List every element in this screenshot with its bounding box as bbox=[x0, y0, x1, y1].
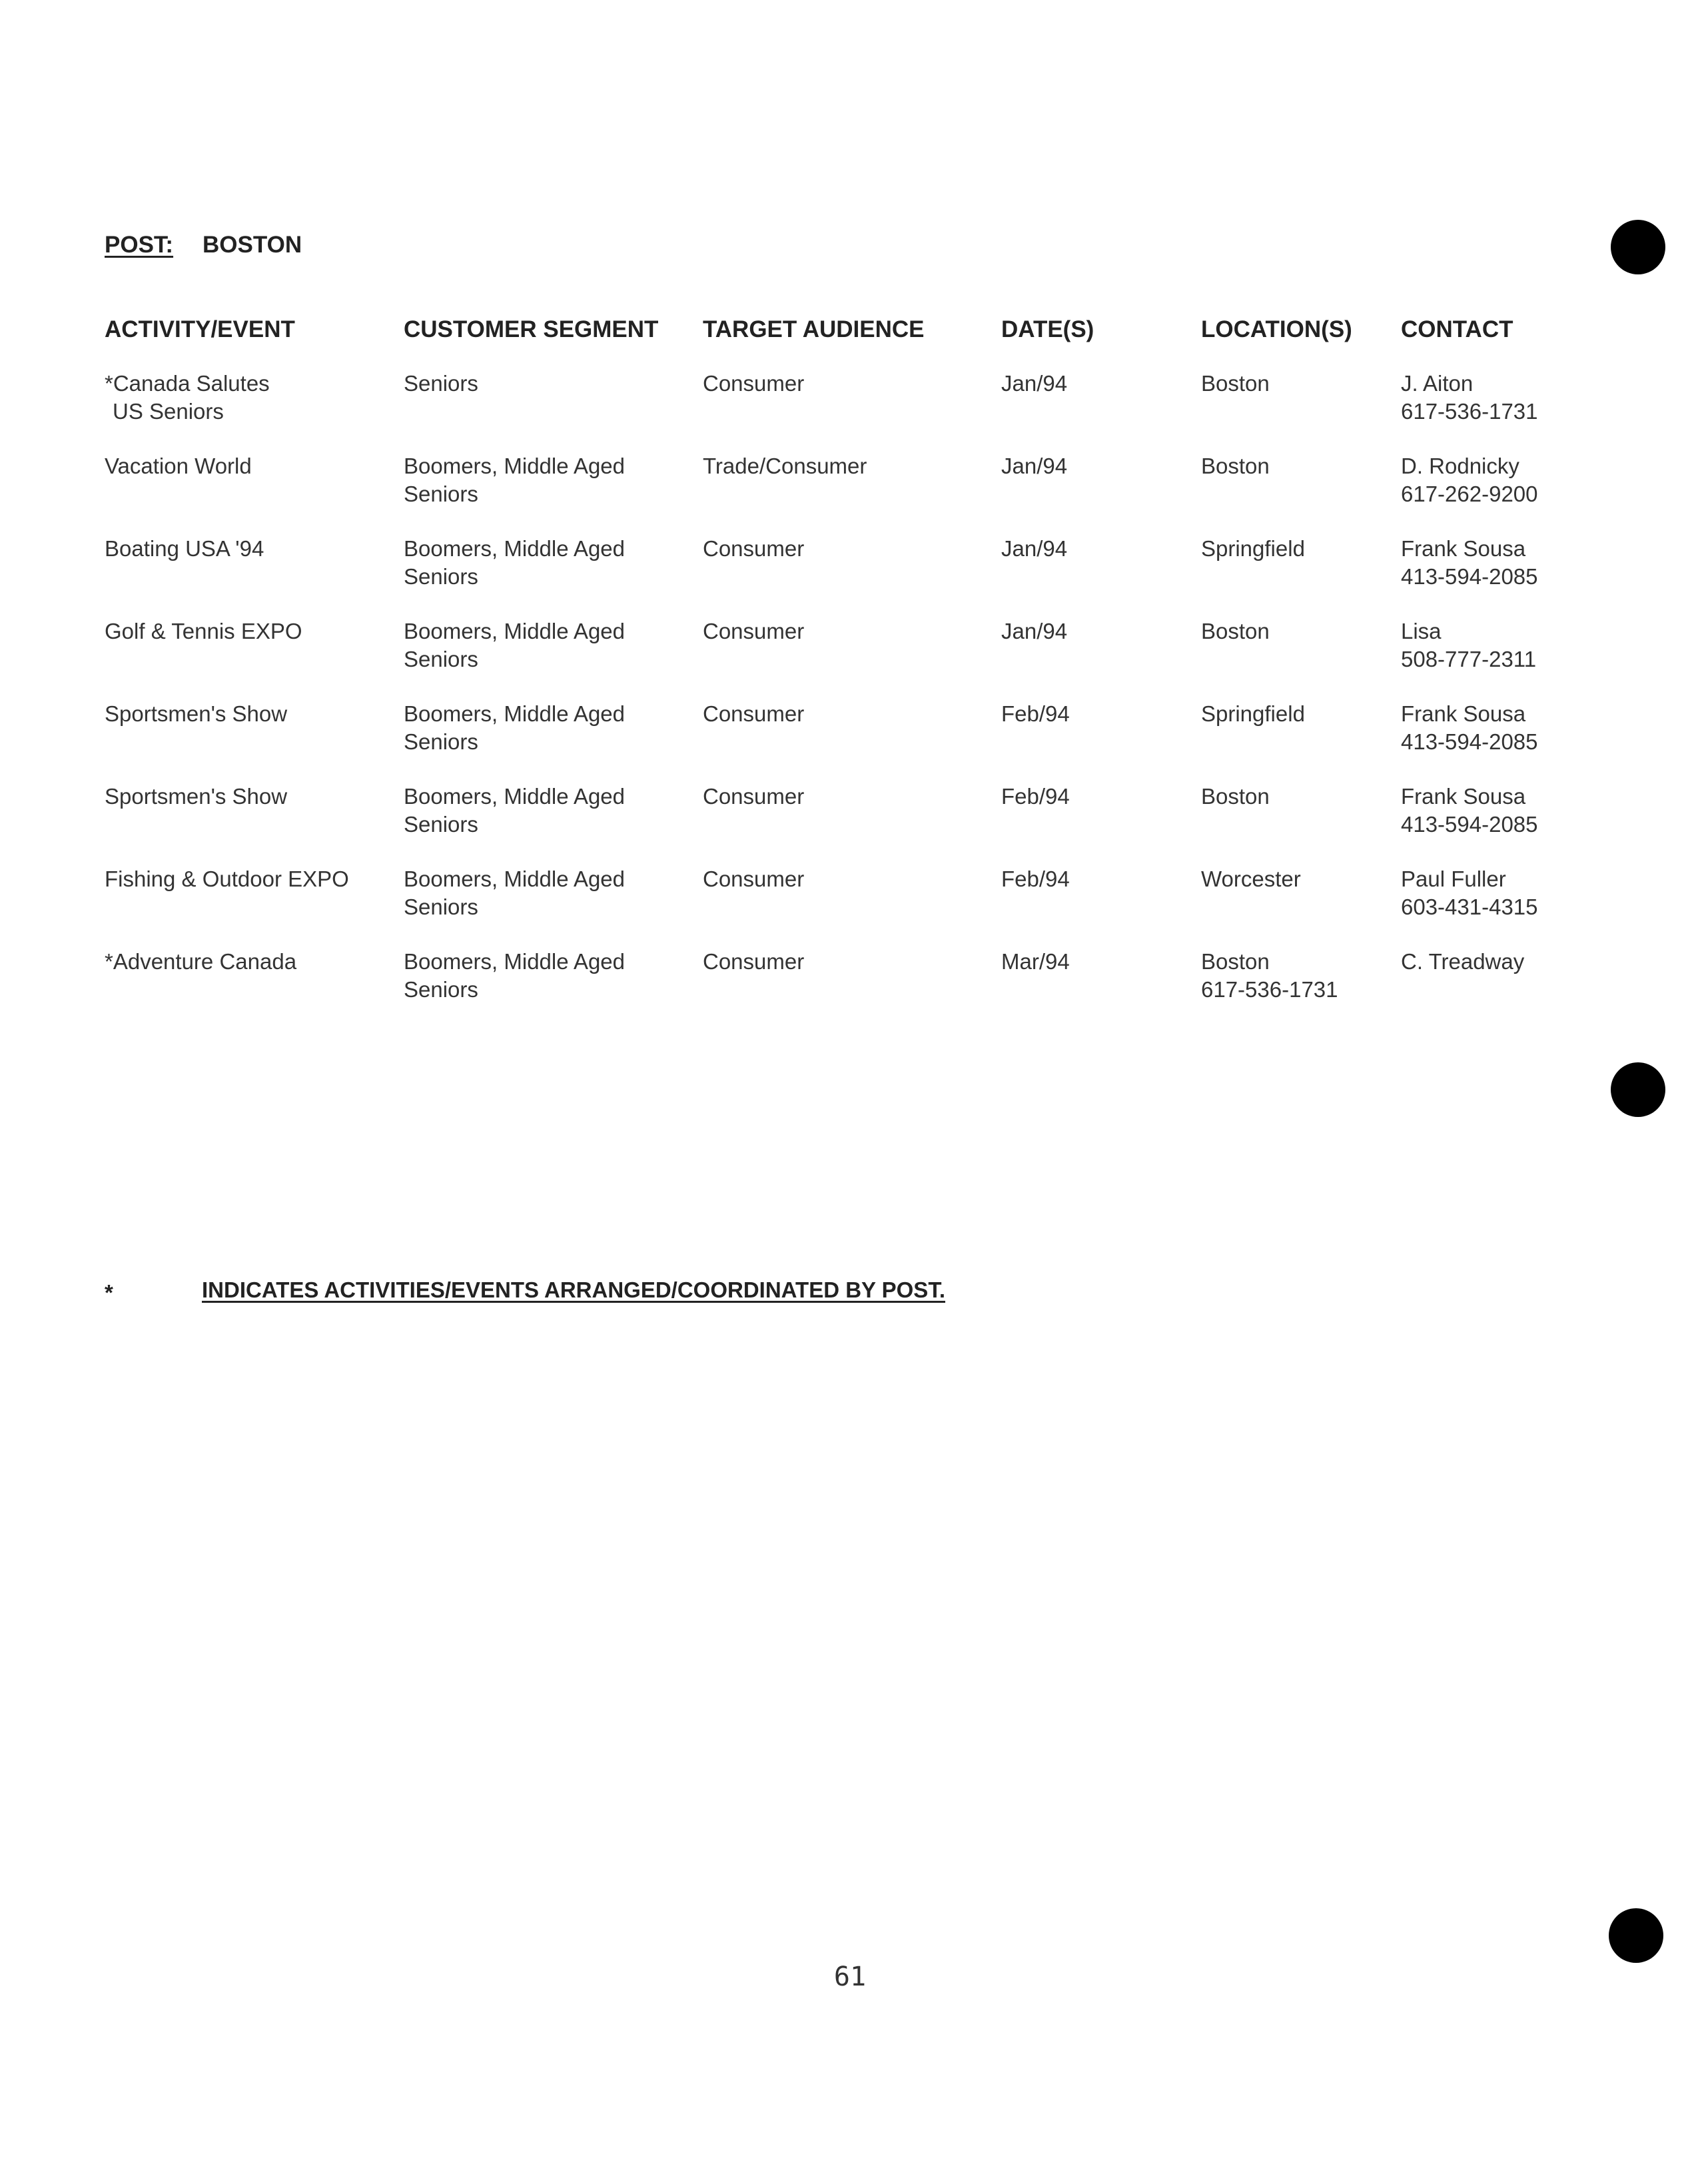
location-line: Boston bbox=[1201, 949, 1270, 974]
audience-cell: Consumer bbox=[703, 619, 805, 643]
contact-phone: 413-594-2085 bbox=[1401, 812, 1538, 837]
segment-cell bbox=[404, 700, 625, 756]
location-cell bbox=[1201, 948, 1338, 1004]
location-line: Springfield bbox=[1201, 536, 1305, 561]
activity-cell bbox=[105, 452, 252, 480]
footnote-text: INDICATES ACTIVITIES/EVENTS ARRANGED/COORDINATED BY POST. bbox=[202, 1277, 945, 1302]
table-row bbox=[0, 535, 1700, 617]
page-number: 61 bbox=[833, 1962, 867, 1992]
activity-line: Vacation World bbox=[105, 454, 252, 478]
segment-cell bbox=[404, 617, 625, 673]
segment-cell bbox=[404, 783, 625, 839]
date-cell: Jan/94 bbox=[1001, 371, 1068, 396]
contact-name: Frank Sousa bbox=[1401, 784, 1526, 809]
table-row bbox=[0, 452, 1700, 535]
contact-name: C. Treadway bbox=[1401, 949, 1525, 974]
location-line: Springfield bbox=[1201, 701, 1305, 726]
table-body bbox=[0, 370, 1700, 1030]
segment-line: Boomers, Middle Aged bbox=[404, 536, 626, 561]
segment-line: Boomers, Middle Aged bbox=[404, 784, 626, 809]
activity-line: Fishing & Outdoor EXPO bbox=[105, 867, 349, 891]
contact-phone: 617-536-1731 bbox=[1401, 399, 1538, 424]
location-line: Boston bbox=[1201, 454, 1270, 478]
contact-cell bbox=[1401, 700, 1538, 756]
segment-line: Seniors bbox=[404, 812, 478, 837]
location-line: Worcester bbox=[1201, 867, 1301, 891]
activity-cell bbox=[105, 370, 270, 426]
activity-line: Sportsmen's Show bbox=[105, 701, 288, 726]
header-segment: CUSTOMER SEGMENT bbox=[404, 316, 659, 342]
activity-cell bbox=[105, 617, 302, 645]
contact-name: D. Rodnicky bbox=[1401, 454, 1519, 478]
date-cell: Jan/94 bbox=[1001, 536, 1068, 561]
segment-cell bbox=[404, 948, 625, 1004]
date-cell: Jan/94 bbox=[1001, 454, 1068, 478]
segment-line: Boomers, Middle Aged bbox=[404, 949, 626, 974]
location-phone: 617-536-1731 bbox=[1201, 977, 1338, 1002]
location-line: Boston bbox=[1201, 371, 1270, 396]
contact-phone: 603-431-4315 bbox=[1401, 895, 1538, 919]
segment-cell bbox=[404, 535, 625, 591]
header-activity: ACTIVITY/EVENT bbox=[105, 316, 295, 342]
post-heading bbox=[105, 232, 302, 258]
location-cell bbox=[1201, 617, 1270, 645]
location-cell bbox=[1201, 865, 1301, 893]
table-row bbox=[0, 783, 1700, 865]
contact-name: Paul Fuller bbox=[1401, 867, 1506, 891]
location-cell bbox=[1201, 452, 1270, 480]
date-cell: Feb/94 bbox=[1001, 784, 1070, 809]
table-row bbox=[0, 617, 1700, 700]
table-row bbox=[0, 948, 1700, 1030]
contact-cell bbox=[1401, 370, 1538, 426]
location-line: Boston bbox=[1201, 784, 1270, 809]
contact-cell bbox=[1401, 865, 1538, 921]
segment-line: Boomers, Middle Aged bbox=[404, 701, 626, 726]
footnote-marker: * bbox=[105, 1280, 113, 1305]
post-value: BOSTON bbox=[203, 232, 302, 258]
segment-cell bbox=[404, 370, 478, 398]
audience-cell: Consumer bbox=[703, 949, 805, 974]
segment-line: Seniors bbox=[404, 371, 478, 396]
date-cell: Mar/94 bbox=[1001, 949, 1070, 974]
header-dates: DATE(S) bbox=[1001, 316, 1094, 342]
activity-cell bbox=[105, 700, 287, 728]
segment-line: Seniors bbox=[404, 977, 478, 1002]
contact-phone: 617-262-9200 bbox=[1401, 482, 1538, 506]
audience-cell: Consumer bbox=[703, 371, 805, 396]
table-row bbox=[0, 370, 1700, 452]
location-cell bbox=[1201, 700, 1305, 728]
location-cell bbox=[1201, 370, 1270, 398]
activity-line: Boating USA '94 bbox=[105, 536, 264, 561]
post-label: POST: bbox=[105, 232, 174, 258]
contact-cell bbox=[1401, 452, 1538, 508]
activity-line: *Adventure Canada bbox=[105, 949, 297, 974]
segment-line: Seniors bbox=[404, 482, 478, 506]
header-locations: LOCATION(S) bbox=[1201, 316, 1352, 342]
audience-cell: Consumer bbox=[703, 867, 805, 891]
contact-phone: 413-594-2085 bbox=[1401, 729, 1538, 754]
contact-name: Lisa bbox=[1401, 619, 1442, 643]
segment-line: Boomers, Middle Aged bbox=[404, 619, 626, 643]
segment-line: Boomers, Middle Aged bbox=[404, 454, 626, 478]
segment-line: Seniors bbox=[404, 647, 478, 671]
segment-line: Boomers, Middle Aged bbox=[404, 867, 626, 891]
activity-cell bbox=[105, 535, 264, 563]
contact-cell bbox=[1401, 535, 1538, 591]
contact-phone: 413-594-2085 bbox=[1401, 564, 1538, 589]
segment-line: Seniors bbox=[404, 564, 478, 589]
contact-cell bbox=[1401, 617, 1536, 673]
contact-name: J. Aiton bbox=[1401, 371, 1474, 396]
table-header-row bbox=[0, 316, 1700, 350]
activity-cell bbox=[105, 865, 349, 893]
audience-cell: Consumer bbox=[703, 536, 805, 561]
date-cell: Feb/94 bbox=[1001, 701, 1070, 726]
date-cell: Jan/94 bbox=[1001, 619, 1068, 643]
binder-hole-top bbox=[1611, 220, 1665, 274]
activity-cell bbox=[105, 948, 296, 976]
date-cell: Feb/94 bbox=[1001, 867, 1070, 891]
location-cell bbox=[1201, 783, 1270, 811]
contact-cell bbox=[1401, 783, 1538, 839]
contact-cell bbox=[1401, 948, 1524, 976]
table-row bbox=[0, 865, 1700, 948]
activity-line: US Seniors bbox=[113, 399, 224, 424]
location-cell bbox=[1201, 535, 1305, 563]
activity-line: Golf & Tennis EXPO bbox=[105, 619, 302, 643]
header-audience: TARGET AUDIENCE bbox=[703, 316, 925, 342]
audience-cell: Consumer bbox=[703, 784, 805, 809]
segment-line: Seniors bbox=[404, 895, 478, 919]
contact-name: Frank Sousa bbox=[1401, 536, 1526, 561]
binder-hole-bottom bbox=[1609, 1908, 1663, 1963]
segment-cell bbox=[404, 452, 625, 508]
audience-cell: Consumer bbox=[703, 701, 805, 726]
activity-line: Sportsmen's Show bbox=[105, 784, 288, 809]
audience-cell: Trade/Consumer bbox=[703, 454, 867, 478]
segment-cell bbox=[404, 865, 625, 921]
activity-cell bbox=[105, 783, 287, 811]
activity-line: *Canada Salutes bbox=[105, 371, 270, 396]
contact-name: Frank Sousa bbox=[1401, 701, 1526, 726]
header-contact: CONTACT bbox=[1401, 316, 1513, 342]
binder-hole-middle bbox=[1611, 1062, 1665, 1117]
location-line: Boston bbox=[1201, 619, 1270, 643]
segment-line: Seniors bbox=[404, 729, 478, 754]
contact-phone: 508-777-2311 bbox=[1401, 647, 1537, 671]
table-row bbox=[0, 700, 1700, 783]
